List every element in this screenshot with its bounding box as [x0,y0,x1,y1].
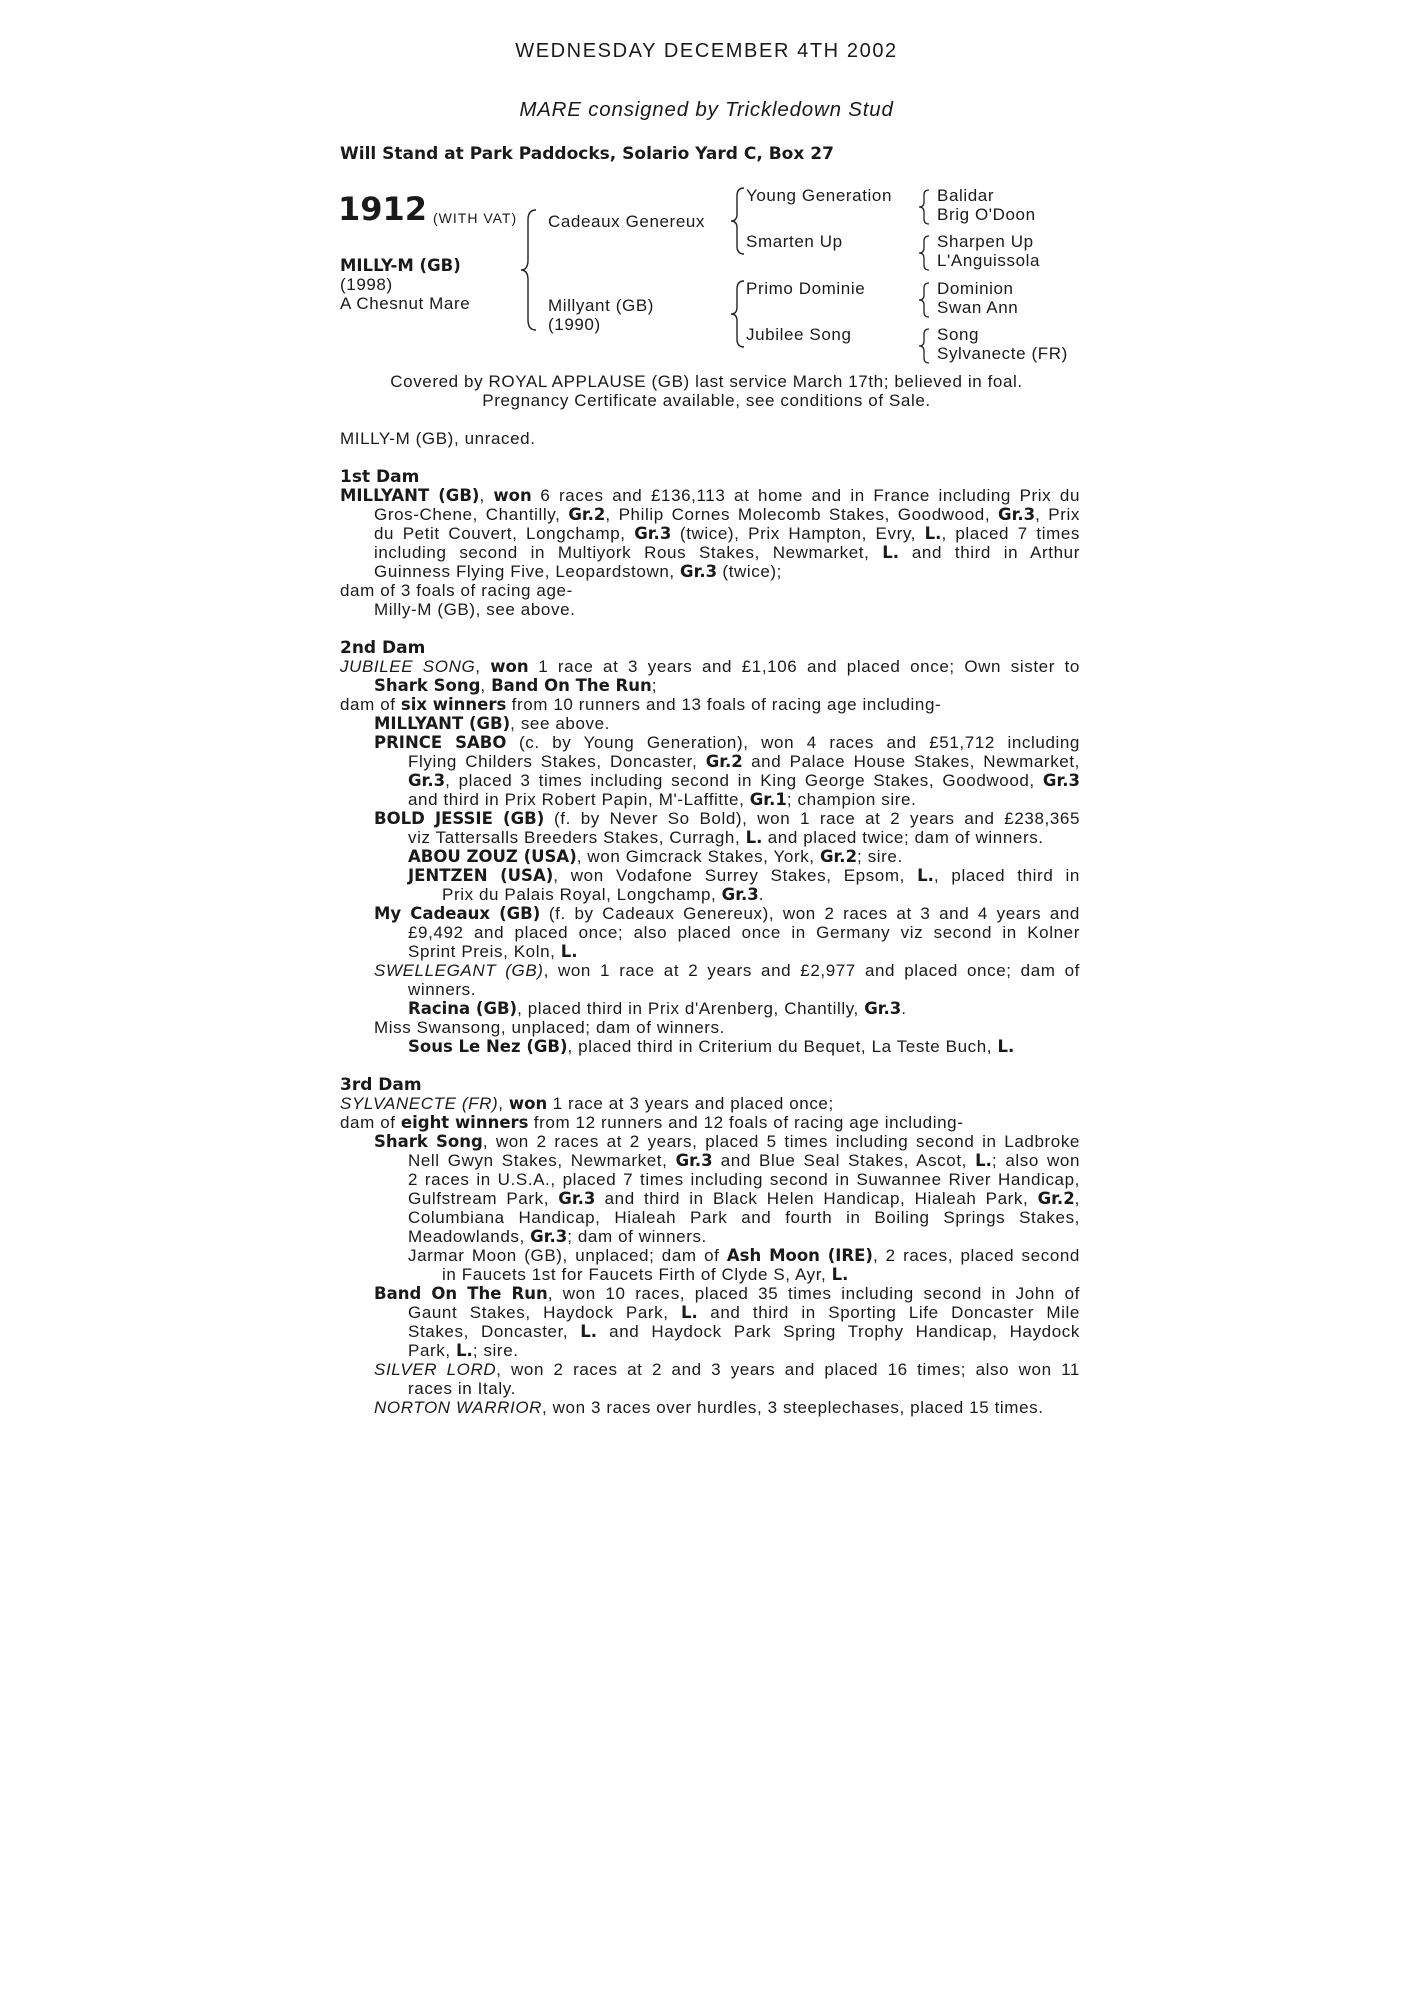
first-dam-heading: 1st Dam [340,467,420,487]
dam3-line-7: Columbiana Handicap, Hialeah Park and fourth in Boiling Springs Stakes, [408,1208,1080,1227]
dam3-line-17: NORTON WARRIOR, won 3 races over hurdles, 3 steeplechases, placed 15 times. [374,1398,1044,1417]
ggp-balidar: Balidar [937,186,995,205]
dam1-line-7: Milly-M (GB), see above. [374,600,576,619]
dam1-line-3: du Petit Couvert, Longchamp, Gr.3 (twice), Prix Hampton, Evry, L., placed 7 times [374,524,1080,543]
dam-name: Millyant (GB) [548,296,655,315]
sire-sire: Young Generation [746,186,893,205]
dam3-line-2: dam of eight winners from 12 runners and 12 foals of racing age including- [340,1113,964,1132]
dam2-line-10: viz Tattersalls Breeders Stakes, Curragh, L. and placed twice; dam of winners. [408,828,1044,847]
dam2-line-1: JUBILEE SONG, won 1 race at 3 years and £1,106 and placed once; Own sister to [340,657,1080,676]
dam2-line-11: ABOU ZOUZ (USA), won Gimcrack Stakes, York, Gr.2; sire. [408,847,903,866]
dam2-line-7: Gr.3, placed 3 times including second in King George Stakes, Goodwood, Gr.3 [408,771,1080,790]
dam2-line-5: PRINCE SABO (c. by Young Generation), won 4 races and £51,712 including [374,733,1080,752]
dam3-line-16: races in Italy. [408,1379,516,1398]
third-dam-heading: 3rd Dam [340,1075,422,1095]
dam-dam: Jubilee Song [746,325,852,344]
dam2-line-18: winners. [408,980,477,999]
dam-parents-brace [728,279,748,349]
dam3-line-13: Stakes, Doncaster, L. and Haydock Park Spring Trophy Handicap, Haydock [408,1322,1080,1341]
dam2-line-16: Sprint Preis, Koln, L. [408,942,578,961]
dam3-line-15: SILVER LORD, won 2 races at 2 and 3 years and placed 16 times; also won 11 [374,1360,1080,1379]
dam3-line-14: Park, L.; sire. [408,1341,519,1360]
dam2-line-12: JENTZEN (USA), won Vodafone Surrey Stakes, Epsom, L., placed third in [408,866,1080,885]
dam2-line-4: MILLYANT (GB), see above. [374,714,610,733]
dam3-line-5: 2 races in U.S.A., placed 7 times including second in Suwannee River Handicap, [408,1170,1080,1189]
dam1-line-2: Gros-Chene, Chantilly, Gr.2, Philip Cornes Molecomb Stakes, Goodwood, Gr.3, Prix [374,505,1080,524]
dam2-line-6: Flying Childers Stakes, Doncaster, Gr.2 and Palace House Stakes, Newmarket, [408,752,1080,771]
dam1-line-4: including second in Multiyork Rous Stakes, Newmarket, L. and third in Arthur [374,543,1080,562]
ggp-brig-odoon: Brig O'Doon [937,205,1036,224]
brace-g2 [916,234,932,272]
dam2-line-19: Racina (GB), placed third in Prix d'Arenberg, Chantilly, Gr.3. [408,999,907,1018]
dam2-line-3: dam of six winners from 10 runners and 13 foals of racing age including- [340,695,942,714]
second-dam-heading: 2nd Dam [340,638,426,658]
ggp-sylvanecte: Sylvanecte (FR) [937,344,1068,363]
ggp-sharpen-up: Sharpen Up [937,232,1034,251]
dam2-line-8: and third in Prix Robert Papin, M'-Laffitte, Gr.1; champion sire. [408,790,917,809]
stand-location: Will Stand at Park Paddocks, Solario Yard C, Box 27 [340,144,834,164]
dam2-line-20: Miss Swansong, unplaced; dam of winners. [374,1018,725,1037]
dam1-line-5: Guinness Flying Five, Leopardstown, Gr.3 (twice); [374,562,783,581]
ggp-dominion: Dominion [937,279,1014,298]
ggp-swan-ann: Swan Ann [937,298,1019,317]
dam2-line-21: Sous Le Nez (GB), placed third in Criterium du Bequet, La Teste Buch, L. [408,1037,1015,1056]
dam3-line-3: Shark Song, won 2 races at 2 years, placed 5 times including second in Ladbroke [374,1132,1080,1151]
covered-line-2: Pregnancy Certificate available, see conditions of Sale. [482,391,931,410]
sire-name: Cadeaux Genereux [548,212,706,231]
dam2-line-17: SWELLEGANT (GB), won 1 race at 2 years and £2,977 and placed once; dam of [374,961,1080,980]
produce-note: MILLY-M (GB), unraced. [340,429,536,448]
dam3-line-8: Meadowlands, Gr.3; dam of winners. [408,1227,707,1246]
dam2-line-9: BOLD JESSIE (GB) (f. by Never So Bold), won 1 race at 2 years and £238,365 [374,809,1080,828]
consignment-line: MARE consigned by Trickledown Stud [519,98,894,121]
sire-dam: Smarten Up [746,232,843,251]
ggp-languissola: L'Anguissola [937,251,1041,270]
dam3-line-6: Gulfstream Park, Gr.3 and third in Black Helen Handicap, Hialeah Park, Gr.2, [408,1189,1080,1208]
ggp-song: Song [937,325,980,344]
foaling-year: (1998) [340,275,393,294]
vat-note: (WITH VAT) [433,210,518,226]
dam3-line-1: SYLVANECTE (FR), won 1 race at 3 years and placed once; [340,1094,834,1113]
dam-year: (1990) [548,315,601,334]
dam2-line-13: Prix du Palais Royal, Longchamp, Gr.3. [442,885,765,904]
dam1-line-6: dam of 3 foals of racing age- [340,581,573,600]
dam2-line-14: My Cadeaux (GB) (f. by Cadeaux Genereux), won 2 races at 3 and 4 years and [374,904,1080,923]
sire-parents-brace [728,186,748,256]
dam-sire: Primo Dominie [746,279,866,298]
covered-line-1: Covered by ROYAL APPLAUSE (GB) last service March 17th; believed in foal. [390,372,1023,391]
dam3-line-11: Band On The Run, won 10 races, placed 35 times including second in John of [374,1284,1080,1303]
brace-g3 [916,281,932,319]
dam1-line-1: MILLYANT (GB), won 6 races and £136,113 at home and in France including Prix du [340,486,1080,505]
brace-g4 [916,327,932,365]
horse-description: A Chesnut Mare [340,294,471,313]
lot-number: 1912 [338,190,428,228]
dam3-line-10: in Faucets 1st for Faucets Firth of Clyde S, Ayr, L. [442,1265,849,1284]
dam2-line-2: Shark Song, Band On The Run; [374,676,658,695]
dam3-line-9: Jarmar Moon (GB), unplaced; dam of Ash Moon (IRE), 2 races, placed second [408,1246,1080,1265]
sire-dam-brace [518,208,540,332]
brace-g1 [916,188,932,226]
horse-name: MILLY-M (GB) [340,256,461,275]
dam3-line-4: Nell Gwyn Stakes, Newmarket, Gr.3 and Blue Seal Stakes, Ascot, L.; also won [408,1151,1080,1170]
sale-date: WEDNESDAY DECEMBER 4TH 2002 [515,40,898,62]
dam3-line-12: Gaunt Stakes, Haydock Park, L. and third in Sporting Life Doncaster Mile [408,1303,1080,1322]
dam2-line-15: £9,492 and placed once; also placed once in Germany viz second in Kolner [408,923,1080,942]
